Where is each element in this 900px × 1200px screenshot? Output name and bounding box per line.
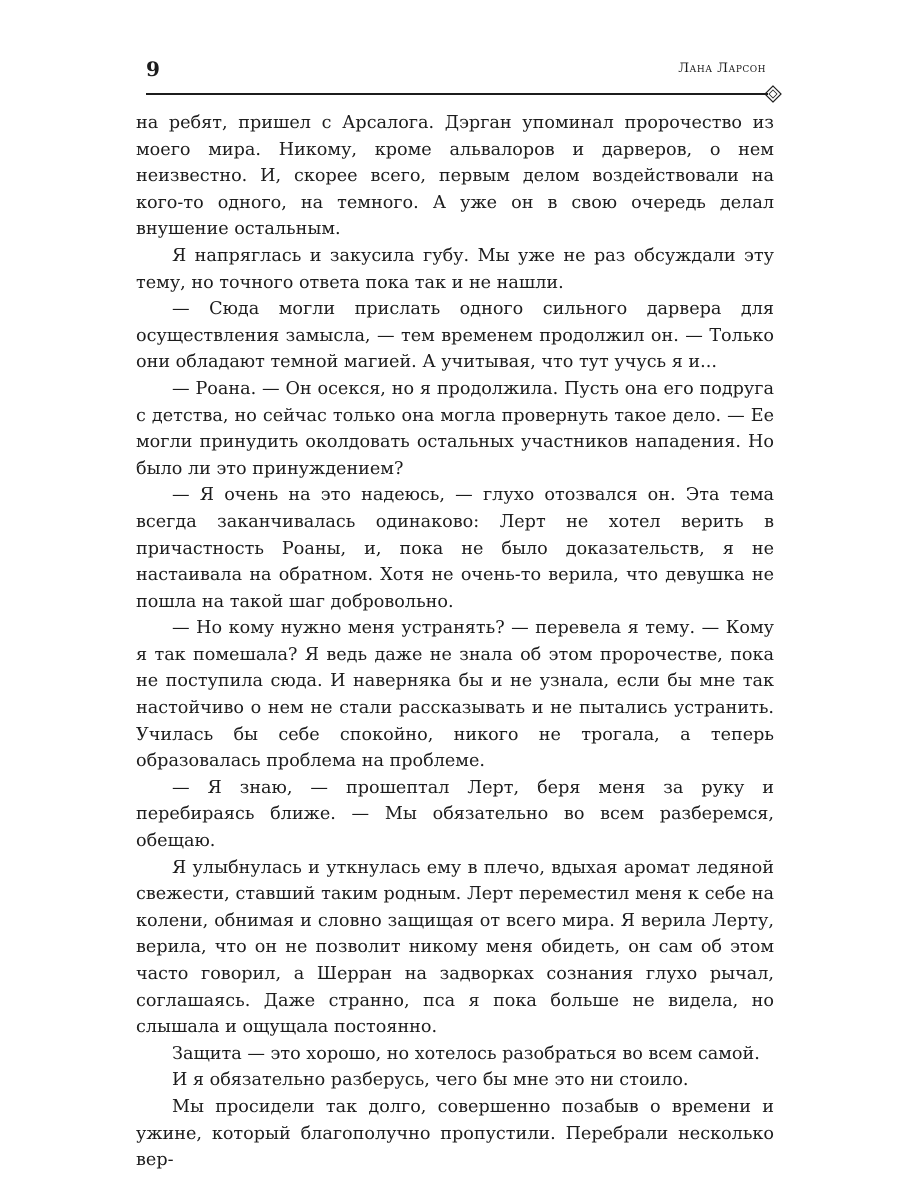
paragraph: на ребят, пришел с Арсалога. Дэрган упоминал пророчество из моего мира. Никому, кроме альвалоров и дарверов, о нем неизвестно. И, скорее всего, первым делом воздействовали на кого-то одного, на темного. А уже он в свою очередь делал внушение остальным. — [136, 113, 774, 240]
paragraph: И я обязательно разберусь, чего бы мне это ни стоило. — [172, 1070, 689, 1091]
paragraph: — Сюда могли прислать одного сильного дарвера для осуществления замысла, — тем временем продолжил он. — Только они обладают темной магией. А учитывая, что тут учусь я и... — [136, 299, 774, 373]
page-number: 9 — [146, 57, 160, 81]
header-rule — [146, 93, 768, 95]
running-head-author: Лана Ларсон — [678, 61, 766, 76]
paragraph: — Я очень на это надеюсь, — глухо отозвался он. Эта тема всегда заканчивалась одинаково: Лерт не хотел верить в причастность Роаны, и, пока не было доказательств, я не настаивала на обратном. Хотя не очень-то верила, что девушка не пошла на такой шаг добровольно. — [136, 485, 774, 612]
paragraph: Защита — это хорошо, но хотелось разобраться во всем самой. — [172, 1043, 760, 1064]
paragraph: — Но кому нужно меня устранять? — перевела я тему. — Кому я так помешала? Я ведь даже не знала об этом пророчестве, пока не поступила сюда. И наверняка бы и не узнала, если бы мне так настойчиво о нем не стали рассказывать и не пытались устранить. Училась бы себе спокойно, никого не трогала, а теперь образовалась проблема на проблеме. — [136, 618, 774, 772]
diamond-ornament-icon — [762, 84, 784, 104]
paragraph: Мы просидели так долго, совершенно позабыв о времени и ужине, который благополучно пропустили. Перебрали несколько вер- — [136, 1096, 774, 1171]
paragraph: — Я знаю, — прошептал Лерт, беря меня за руку и перебираясь ближе. — Мы обязательно во всем разберемся, обещаю. — [136, 777, 774, 852]
paragraph: Я напряглась и закусила губу. Мы уже не раз обсуждали эту тему, но точного ответа пока так и не нашли. — [136, 245, 774, 293]
paragraph: Я улыбнулась и уткнулась ему в плечо, вдыхая аромат ледяной свежести, ставший таким родным. Лерт переместил меня к себе на колени, обнимая и словно защищая от всего мира. Я верила Лерту, верила, что он не позволит никому меня обидеть, он сам об этом часто говорил, а Шерран на задворках сознания глухо рычал, соглашаясь. Даже странно, пса я пока больше не видела, но слышала и ощущала постоянно. — [136, 857, 774, 1038]
body-text — [136, 110, 774, 1174]
paragraph: — Роана. — Он осекся, но я продолжила. Пусть она его подруга с детства, но сейчас только она могла провернуть такое дело. — Ее могли принудить околдовать остальных участников нападения. Но было ли это принуждением? — [136, 378, 774, 479]
